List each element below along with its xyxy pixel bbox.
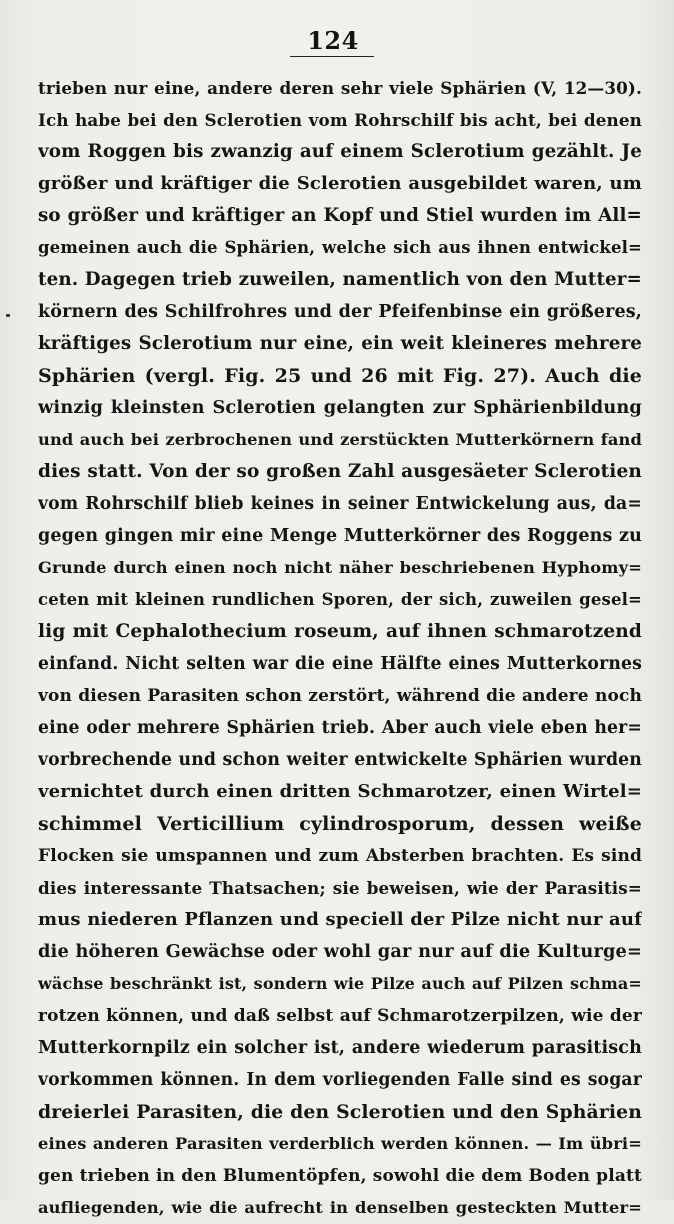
text-line: Ich habe bei den Sclerotien vom Rohrschilf bis acht, bei denen [38,110,642,130]
text-line: rotzen können, und daß selbst auf Schmarotzerpilzen, wie der [38,1006,642,1026]
text-line: mus niederen Pflanzen und speciell der Pilze nicht nur auf [38,909,642,930]
text-line: die höheren Gewächse oder wohl gar nur auf die Kulturge= [38,941,642,962]
text-line: eines anderen Parasiten verderblich werden können. — Im übri= [38,1134,642,1153]
text-line: dreierlei Parasiten, die den Sclerotien und den Sphärien [38,1101,642,1123]
text-line: gegen gingen mir eine Menge Mutterkörner des Roggens zu [38,526,642,546]
text-line: winzig kleinsten Sclerotien gelangten zur Sphärienbildung [38,397,642,418]
text-line: einfand. Nicht selten war die eine Hälfte eines Mutterkornes [38,654,642,674]
text-line: dies statt. Von der so großen Zahl ausgesäeter Sclerotien [38,461,642,482]
text-line: Sphärien (vergl. Fig. 25 und 26 mit Fig. 27). Auch die [38,365,642,387]
page-number: 124 [307,26,359,55]
text-line: dies interessante Thatsachen; sie beweisen, wie der Parasitis= [38,878,642,898]
text-line: trieben nur eine, andere deren sehr viele Sphärien (V, 12—30). [38,78,642,98]
text-line: vom Roggen bis zwanzig auf einem Sclerotium gezählt. Je [38,141,642,162]
text-line: schimmel Verticillium cylindrosporum, dessen weiße [38,813,642,835]
text-line: und auch bei zerbrochenen und zerstückten Mutterkörnern fand [38,430,642,449]
text-line: kräftiges Sclerotium nur eine, ein weit kleineres mehrere [38,333,642,354]
margin-mark [6,314,10,317]
text-line: körnern des Schilfrohres und der Pfeifenbinse ein größeres, [38,302,642,322]
text-line: Mutterkornpilz ein solcher ist, andere wiederum parasitisch [38,1038,642,1058]
text-line: vom Rohrschilf blieb keines in seiner Entwickelung aus, da= [38,494,642,514]
text-line: vernichtet durch einen dritten Schmarotzer, einen Wirtel= [38,781,642,802]
body-text [38,72,642,1224]
text-line: gemeinen auch die Sphärien, welche sich aus ihnen entwickel= [38,238,642,257]
text-line: ten. Dagegen trieb zuweilen, namentlich von den Mutter= [38,269,642,290]
text-line: eine oder mehrere Sphärien trieb. Aber auch viele eben her= [38,718,642,738]
text-line: wächse beschränkt ist, sondern wie Pilze auch auf Pilzen schma= [38,974,642,993]
text-line: so größer und kräftiger an Kopf und Stiel wurden im All= [38,205,642,226]
text-line: größer und kräftiger die Sclerotien ausgebildet waren, um [38,173,642,194]
text-line: vorbrechende und schon weiter entwickelte Sphärien wurden [38,750,642,770]
text-line: aufliegenden, wie die aufrecht in denselben gesteckten Mutter= [38,1198,642,1217]
text-line: gen trieben in den Blumentöpfen, sowohl die dem Boden platt [38,1166,642,1186]
text-line: vorkommen können. In dem vorliegenden Falle sind es sogar [38,1070,642,1090]
header-rule [290,56,374,57]
text-line: Flocken sie umspannen und zum Absterben brachten. Es sind [38,846,642,866]
text-line: lig mit Cephalothecium roseum, auf ihnen schmarotzend [38,621,642,642]
text-line: von diesen Parasiten schon zerstört, während die andere noch [38,686,642,706]
text-line: ceten mit kleinen rundlichen Sporen, der sich, zuweilen gesel= [38,590,642,609]
text-line: Grunde durch einen noch nicht näher beschriebenen Hyphomy= [38,558,642,577]
